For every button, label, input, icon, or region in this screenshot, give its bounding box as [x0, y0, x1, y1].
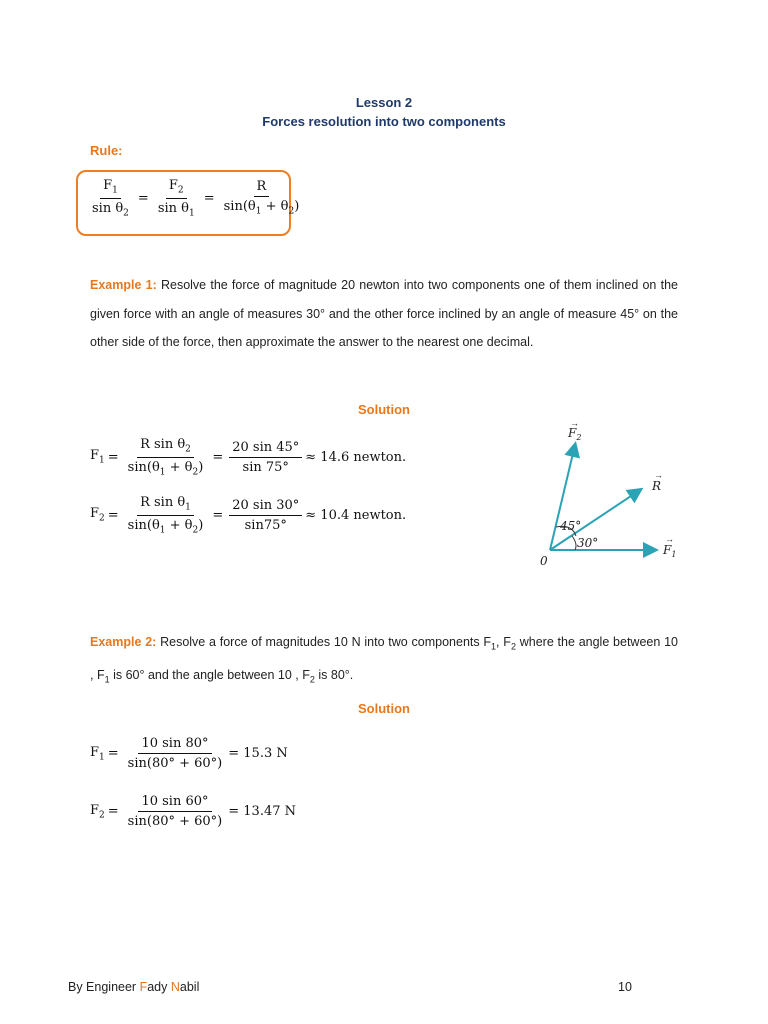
- example1-equation-f2: $F_2$ = $\frac{R \sin \theta_1}{\sin(\theta_1 + \theta_2)}$ = $\frac{20 \sin 30^\circ}{\sin 75^\circ}$ ≈ 10.4 newton.: [90, 495, 407, 536]
- lesson-topic: Forces resolution into two components: [262, 114, 506, 129]
- angle-label-45: 45°: [560, 519, 582, 533]
- vector-f2-arrow-icon: →: [570, 418, 579, 428]
- vector-f1-label: $F_1$: [663, 543, 677, 559]
- force-diagram: [520, 410, 700, 575]
- rule-formula: $\frac{F_1}{\sin \theta_2}$ = $\frac{F_2}{\sin \theta_1}$ = $\frac{R}{\sin(\theta_1 + \theta_2)}$: [92, 178, 300, 219]
- example1-label: Example 1:: [90, 278, 157, 292]
- page-number: 10: [618, 980, 632, 994]
- vector-r-arrow-icon: →: [654, 470, 663, 480]
- example2-solution-label: Solution: [358, 701, 410, 716]
- example1-equation-f1: $F_1$ = $\frac{R \sin \theta_2}{\sin(\theta_1 + \theta_2)}$ = $\frac{20 \sin 45^\circ}{\sin 75^\circ}$ ≈ 14.6 newton.: [90, 437, 407, 478]
- origin-label: 0: [540, 554, 548, 568]
- vector-f2-label: $F_2$: [568, 426, 582, 442]
- example2-equation-f2: $F_2$ = $\frac{10 \sin 60^\circ}{\sin(80^\circ + 60^\circ)}$ = 13.47 N: [90, 794, 297, 829]
- footer-author: By Engineer Fady Nabil: [68, 980, 200, 994]
- angle-arc-30: [572, 536, 576, 550]
- example2-equation-f1: $F_1$ = $\frac{10 \sin 80^\circ}{\sin(80^\circ + 60^\circ)}$ = 15.3 N: [90, 736, 288, 771]
- example1-solution-label: Solution: [358, 402, 410, 417]
- lesson-title: Lesson 2: [355, 95, 413, 110]
- vector-r-label: R: [652, 479, 662, 493]
- example2-label: Example 2:: [90, 635, 157, 649]
- vector-f1-arrow-icon: →: [665, 534, 674, 544]
- angle-label-30: 30°: [577, 536, 599, 550]
- example1-text: Resolve the force of magnitude 20 newton into two components one of them inclined on the given force with an angle of measures 30° and the other force inclined by an angle of measure 45° on the other side of the force, then approximate the answer to the nearest one decimal.: [90, 278, 678, 349]
- example1-paragraph: [90, 271, 678, 357]
- example2-paragraph: Example 2: Resolve a force of magnitudes 10 N into two components $F_1$, $F_2$ where the angle between 10 , $F_1$ is 60° and the angle between 10 , $F_2$ is 80°.: [90, 635, 678, 685]
- rule-label: Rule:: [90, 143, 123, 158]
- vector-f2-line: [550, 445, 575, 550]
